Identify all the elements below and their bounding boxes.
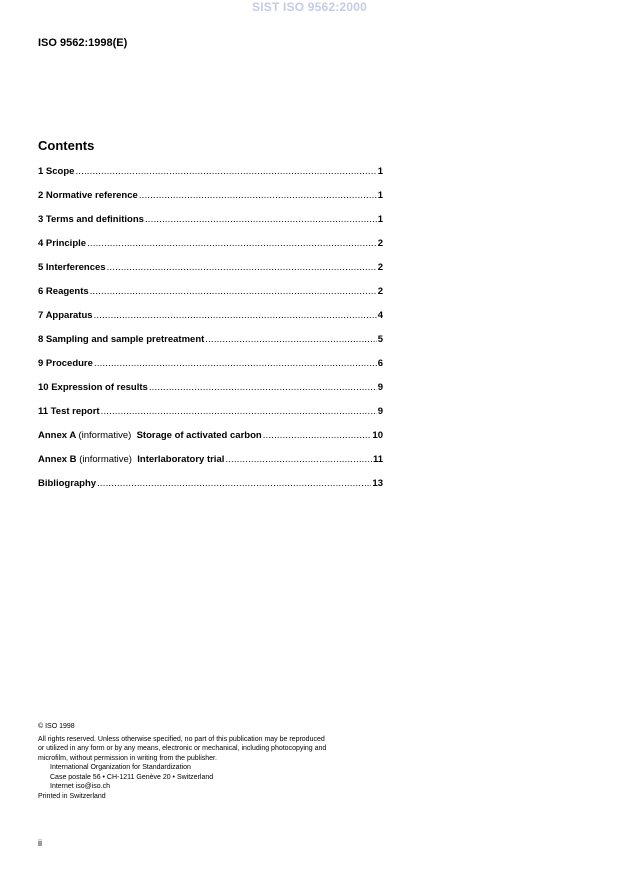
annex-prefix: Annex B bbox=[38, 454, 77, 465]
toc-entry-page: 2 bbox=[377, 262, 383, 273]
toc-leader-dots bbox=[75, 166, 376, 177]
toc-entry-interferences[interactable] bbox=[38, 262, 383, 286]
toc-entry-scope[interactable] bbox=[38, 166, 383, 190]
toc-entry-label: 7 Apparatus bbox=[38, 310, 93, 321]
toc-entry-page: 13 bbox=[372, 478, 383, 489]
annex-title: Interlaboratory trial bbox=[137, 454, 225, 465]
toc-entry-sampling[interactable] bbox=[38, 334, 383, 358]
toc-entry-page: 6 bbox=[377, 358, 383, 369]
toc-leader-dots bbox=[101, 406, 377, 417]
page-number: ii bbox=[38, 838, 42, 848]
toc-entry-normative-reference[interactable] bbox=[38, 190, 383, 214]
document-identifier: ISO 9562:1998(E) bbox=[38, 37, 128, 49]
annex-prefix: Annex A bbox=[38, 430, 76, 441]
toc-entry-page: 5 bbox=[377, 334, 383, 345]
toc-leader-dots bbox=[145, 214, 377, 225]
toc-entry-label bbox=[38, 430, 262, 441]
printed-in: Printed in Switzerland bbox=[38, 792, 106, 800]
toc-leader-dots bbox=[149, 382, 377, 393]
toc-entry-label: 2 Normative reference bbox=[38, 190, 138, 201]
organization-name: International Organization for Standardization bbox=[50, 764, 191, 771]
toc-leader-dots bbox=[205, 334, 376, 345]
toc-entry-page: 11 bbox=[372, 454, 383, 465]
toc-entry-label: 8 Sampling and sample pretreatment bbox=[38, 334, 205, 345]
toc-leader-dots bbox=[263, 430, 372, 441]
contents-heading: Contents bbox=[38, 138, 95, 153]
toc-entry-page: 2 bbox=[377, 286, 383, 297]
organization-internet: Internet iso@iso.ch bbox=[50, 783, 111, 790]
rights-text-line: microfilm, without permission in writing from the publisher. bbox=[38, 754, 217, 762]
annex-title: Storage of activated carbon bbox=[136, 430, 262, 441]
toc-leader-dots bbox=[94, 310, 377, 321]
toc-leader-dots bbox=[90, 286, 377, 297]
toc-leader-dots bbox=[87, 238, 377, 249]
toc-entry-terms-and-definitions[interactable] bbox=[38, 214, 383, 238]
toc-entry-label: 4 Principle bbox=[38, 238, 87, 249]
toc-entry-page: 1 bbox=[377, 214, 383, 225]
toc-leader-dots bbox=[97, 478, 371, 489]
toc-entry-page: 9 bbox=[377, 406, 383, 417]
toc-leader-dots bbox=[225, 454, 372, 465]
watermark: SIST ISO 9562:2000 bbox=[252, 0, 367, 14]
toc-entry-page: 4 bbox=[377, 310, 383, 321]
toc-entry-page: 2 bbox=[377, 238, 383, 249]
toc-entry-label: 6 Reagents bbox=[38, 286, 89, 297]
toc-leader-dots bbox=[107, 262, 377, 273]
toc-entry-apparatus[interactable] bbox=[38, 310, 383, 334]
copyright-notice: © ISO 1998 bbox=[38, 723, 75, 730]
toc-entry-annex-a[interactable] bbox=[38, 430, 383, 454]
toc-entry-label: Bibliography bbox=[38, 478, 97, 489]
toc-entry-label bbox=[38, 454, 224, 465]
copyright-footer bbox=[38, 722, 388, 801]
toc-leader-dots bbox=[94, 358, 377, 369]
toc-leader-dots bbox=[139, 190, 377, 201]
rights-text-line: or utilized in any form or by any means, electronic or mechanical, including photocopying and bbox=[38, 745, 327, 752]
toc-entry-annex-b[interactable] bbox=[38, 454, 383, 478]
rights-text-line: All rights reserved. Unless otherwise specified, no part of this publication may be reproduced bbox=[38, 735, 325, 743]
toc-entry-reagents[interactable] bbox=[38, 286, 383, 310]
toc-entry-principle[interactable] bbox=[38, 238, 383, 262]
toc-entry-page: 1 bbox=[377, 166, 383, 177]
toc-entry-label: 9 Procedure bbox=[38, 358, 93, 369]
annex-note: (informative) bbox=[79, 454, 132, 465]
toc-entry-bibliography[interactable] bbox=[38, 478, 383, 502]
toc-entry-label: 10 Expression of results bbox=[38, 382, 148, 393]
toc-entry-test-report[interactable] bbox=[38, 406, 383, 430]
toc-entry-label: 3 Terms and definitions bbox=[38, 214, 144, 225]
toc-entry-procedure[interactable] bbox=[38, 358, 383, 382]
toc-entry-page: 9 bbox=[377, 382, 383, 393]
organization-address: Case postale 56 • CH-1211 Genève 20 • Switzerland bbox=[50, 773, 214, 781]
toc-entry-label: 5 Interferences bbox=[38, 262, 106, 273]
toc-entry-page: 10 bbox=[372, 430, 383, 441]
toc-entry-page: 1 bbox=[377, 190, 383, 201]
table-of-contents bbox=[38, 166, 383, 502]
toc-entry-expression-of-results[interactable] bbox=[38, 382, 383, 406]
annex-note: (informative) bbox=[78, 430, 132, 441]
toc-entry-label: 1 Scope bbox=[38, 166, 75, 177]
toc-entry-label: 11 Test report bbox=[38, 406, 100, 417]
